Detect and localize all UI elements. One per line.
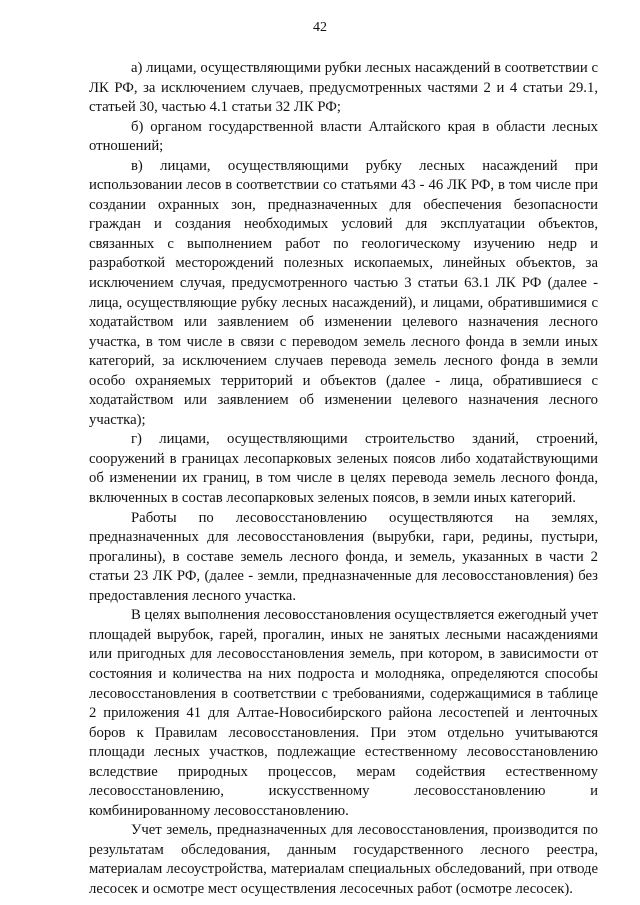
paragraph-annual-accounting: В целях выполнения лесовосстановления осуществляется ежегодный учет площадей вырубок, гарей, прогалин, иных не занятых лесными насаждениями или пригодных для лесовосстановления земель, при котором, в зависимости от состояния и количества на них подроста и молодняка, определяются способы лесовосстановления в соответствии с требованиями, содержащимися в таблице 2 приложения 41 для Алтае-Новосибирского района лесостепей и ленточных боров к Правилам лесовосстановления. При этом отдельно учитываются площади лесных участков, подлежащие естественному лесовосстановлению вследствие природных процессов, мерам содействия естественному лесовосстановлению, искусственному лесовосстановлению и комбинированному лесовосстановлению.: [89, 607, 598, 819]
paragraph-v: в) лицами, осуществляющими рубку лесных насаждений при использовании лесов в соответствии со статьями 43 - 46 ЛК РФ, в том числе при создании охранных зон, предназначенных для обеспечения безопасности граждан и создания необходимых условий для эксплуатации объектов, связанных с выполнением работ по геологическому изучению недр и разработкой месторождений полезных ископаемых, линейных объектов, за исключением случая, предусмотренного частью 3 статьи 63.1 ЛК РФ (далее - лица, осуществляющие рубку лесных насаждений), и лицами, обратившимися с ходатайством или заявлением об изменении целевого назначения лесного участка, в том числе в связи с переводом земель лесного фонда в земли иных категорий, за исключением случаев перевода земель лесного фонда в земли особо охраняемых территорий и объектов (далее - лица, обратившиеся с ходатайством или заявлением об изменении целевого назначения лесного участка);: [89, 157, 598, 428]
paragraph-reforestation-works: Работы по лесовосстановлению осуществляются на землях, предназначенных для лесовосстановления (вырубки, гари, редины, пустыри, прогалины), в составе земель лесного фонда, и земель, указанных в части 2 статьи 23 ЛК РФ, (далее - земли, предназначенные для лесовосстановления) без предоставления лесного участка.: [89, 509, 598, 604]
document-body: [89, 59, 598, 900]
paragraph-g: г) лицами, осуществляющими строительство зданий, строений, сооружений в границах лесопарковых зеленых поясов либо ходатайствующими об изменении их границ, в том числе в целях перевода земель лесного фонда, включенных в состав лесопарковых зеленых поясов, в земли иных категорий.: [89, 431, 598, 507]
paragraph-land-accounting: Учет земель, предназначенных для лесовосстановления, производится по результатам обследования, данным государственного лесного реестра, материалам лесоустройства, материалам специальных обследований, при отводе лесосек и осмотре мест осуществления лесосечных работ (осмотре лесосек).: [89, 822, 598, 897]
paragraph-b: б) органом государственной власти Алтайского края в области лесных отношений;: [89, 118, 598, 155]
page-number: 42: [313, 20, 327, 35]
paragraph-a: а) лицами, осуществляющими рубки лесных насаждений в соответствии с ЛК РФ, за исключением случаев, предусмотренных частями 2 и 4 статьи 29.1, статьей 30, частью 4.1 статьи 32 ЛК РФ;: [89, 60, 598, 116]
